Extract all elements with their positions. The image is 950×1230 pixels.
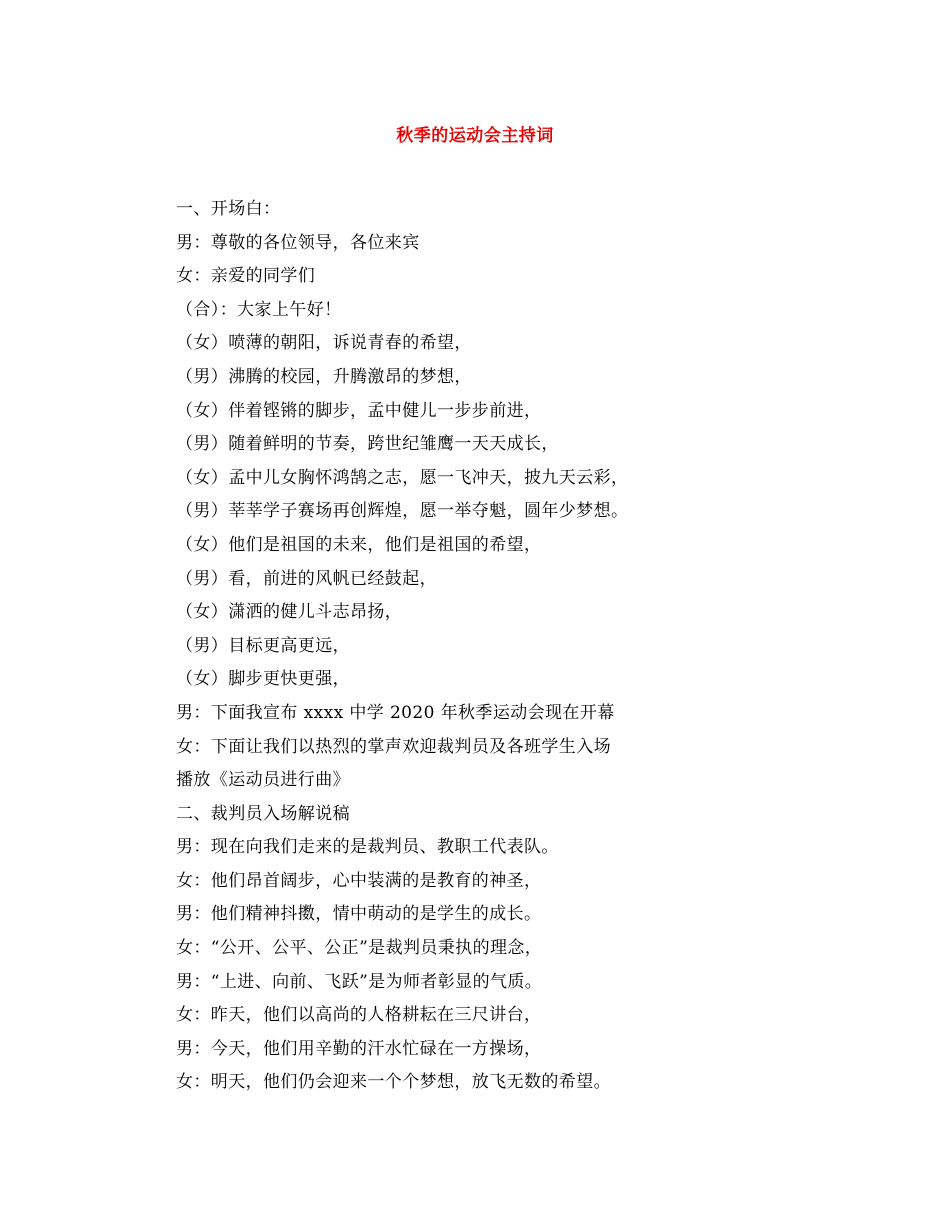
text-line: 女：亲爱的同学们 <box>176 266 316 287</box>
section-heading: 二、裁判员入场解说稿 <box>176 803 350 824</box>
text-line: 男：今天，他们用辛勤的汗水忙碌在一方操场， <box>176 1038 542 1059</box>
text-line: 男：“上进、向前、飞跃”是为师者彰显的气质。 <box>176 971 543 992</box>
text-line: 一、开场白： <box>176 199 281 219</box>
text-line: （男）莘莘学子赛场再创辉煌，愿一举夺魁，圆年少梦想。 <box>176 501 629 522</box>
text-line: （男）看，前进的风帆已经鼓起， <box>176 568 437 589</box>
text-line: 女：明天，他们仍会迎来一个个梦想，放飞无数的希望。 <box>176 1072 611 1093</box>
document-title: 秋季的运动会主持词 <box>396 126 554 146</box>
text-line: （男）目标更高更远， <box>176 635 350 656</box>
text-line: 男：现在向我们走来的是裁判员、教职工代表队。 <box>176 837 559 858</box>
text-line: （男）随着鲜明的节奏，跨世纪雏鹰一天天成长， <box>176 434 559 455</box>
text-line: 女：下面让我们以热烈的掌声欢迎裁判员及各班学生入场 <box>176 736 611 757</box>
text-line: 女：“公开、公平、公正”是裁判员秉执的理念， <box>176 938 543 959</box>
text-line: （女）脚步更快更强， <box>176 669 350 690</box>
text-line: 女：昨天，他们以高尚的人格耕耘在三尺讲台， <box>176 1005 542 1026</box>
text-line: （女）他们是祖国的未来，他们是祖国的希望， <box>176 534 542 555</box>
text-line: （合）：大家上午好！ <box>176 299 342 320</box>
text-line: 男：尊敬的各位领导，各位来宾 <box>176 232 420 253</box>
text-line: （女）孟中儿女胸怀鸿鹄之志，愿一飞冲天，披九天云彩， <box>176 467 629 488</box>
text-line: 女：他们昂首阔步，心中装满的是教育的神圣， <box>176 870 542 891</box>
text-line: （女）潇洒的健儿斗志昂扬， <box>176 602 403 623</box>
document-body <box>176 193 796 1100</box>
text-line: 男：下面我宣布 xxxx 中学 2020 年秋季运动会现在开幕 <box>176 702 615 723</box>
text-line: （女）喷薄的朝阳，诉说青春的希望， <box>176 333 472 354</box>
text-line: 男：他们精神抖擞，情中萌动的是学生的成长。 <box>176 904 542 925</box>
text-line: 播放《运动员进行曲》 <box>176 770 350 791</box>
text-line: （女）伴着铿锵的脚步，孟中健儿一步步前进， <box>176 400 542 421</box>
text-line: （男）沸腾的校园，升腾激昂的梦想， <box>176 366 472 387</box>
